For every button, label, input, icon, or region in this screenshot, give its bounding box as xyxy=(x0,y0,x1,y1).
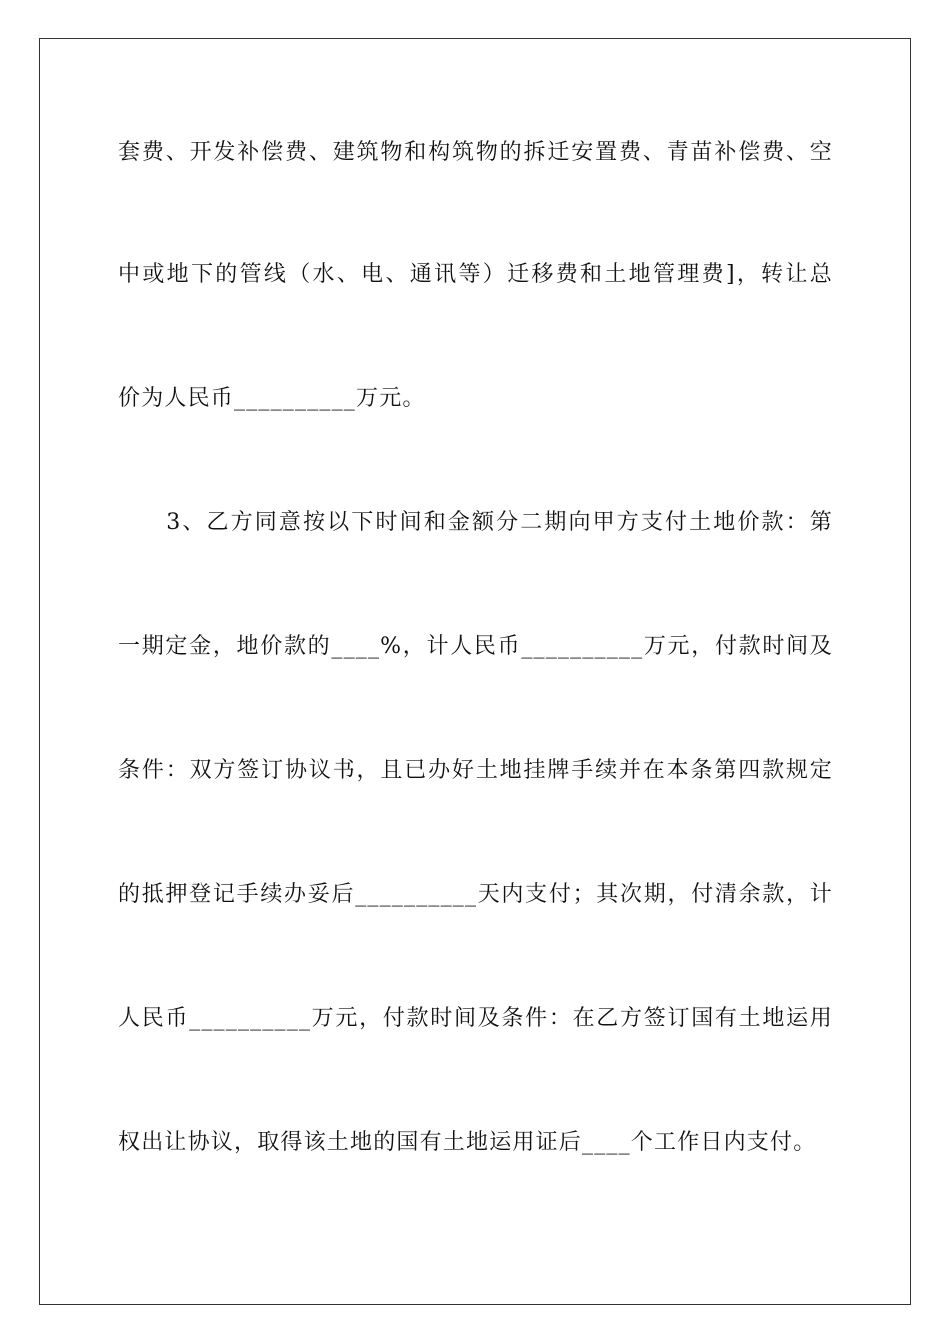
body-text-line-9: 权出让协议，取得该土地的国有土地运用证后____个工作日内支付。 xyxy=(118,1130,817,1155)
body-text-line-2: 中或地下的管线（水、电、通讯等）迁移费和土地管理费]，转让总 xyxy=(118,262,833,287)
body-text-line-4: 3、乙方同意按以下时间和金额分二期向甲方支付土地价款：第 xyxy=(118,510,833,535)
body-text-line-8: 人民币__________万元，付款时间及条件：在乙方签订国有土地运用 xyxy=(118,1006,833,1031)
body-text-line-7: 的抵押登记手续办妥后__________天内支付；其次期，付清余款，计 xyxy=(118,882,833,907)
body-text-line-5: 一期定金，地价款的____%，计人民币__________万元，付款时间及 xyxy=(118,634,833,659)
body-text-line-3: 价为人民币__________万元。 xyxy=(118,386,426,411)
body-text-line-6: 条件：双方签订协议书，且已办好土地挂牌手续并在本条第四款规定 xyxy=(118,758,833,783)
page-border xyxy=(39,38,911,1305)
body-text-line-1: 套费、开发补偿费、建筑物和构筑物的拆迁安置费、青苗补偿费、空 xyxy=(118,140,833,165)
